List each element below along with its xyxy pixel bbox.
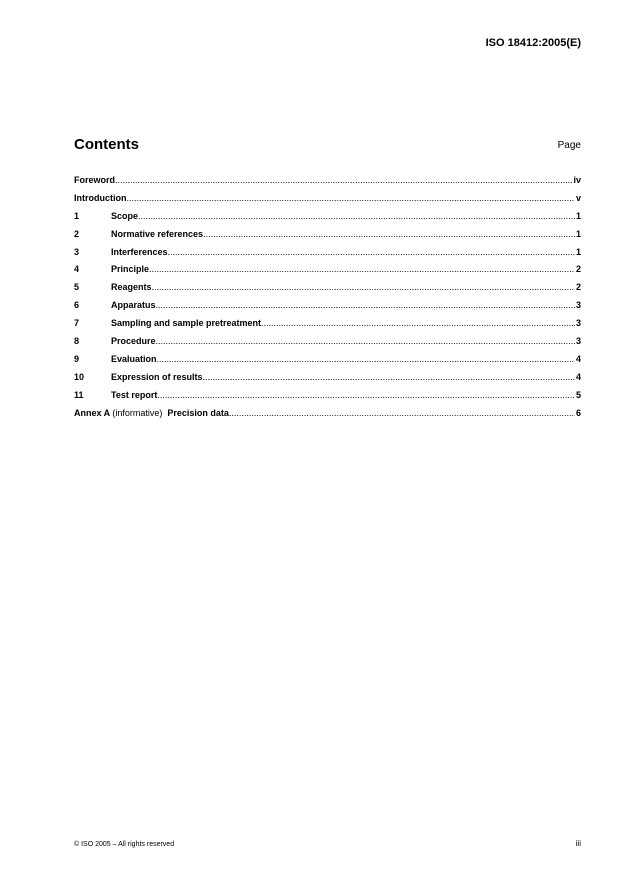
toc-entry-number: 5 xyxy=(74,282,80,293)
toc-entry-evaluation[interactable] xyxy=(74,354,581,372)
toc-entry-title: Normative references xyxy=(111,228,204,239)
toc-entry-annex-a[interactable] xyxy=(74,408,581,426)
toc-entry-number: 10 xyxy=(74,371,85,382)
toc-entry-number: 7 xyxy=(74,318,80,329)
leader-dots xyxy=(229,408,575,418)
toc-entry-number: 11 xyxy=(74,389,84,400)
toc-entry-title: Interferences xyxy=(111,246,168,257)
toc-entry-interferences[interactable] xyxy=(74,247,581,265)
toc-entry-title: Scope xyxy=(111,210,139,221)
leader-dots xyxy=(157,354,575,364)
contents-title: Contents xyxy=(74,136,139,153)
leader-dots xyxy=(149,264,575,274)
leader-dots xyxy=(203,372,575,382)
toc-entry-page: 3 xyxy=(575,318,581,329)
toc-entry-number: 8 xyxy=(74,336,80,347)
toc-entry-principle[interactable] xyxy=(74,264,581,282)
toc-entry-title: Introduction xyxy=(74,192,127,203)
page-number: iii xyxy=(575,839,581,848)
toc-entry-page: 3 xyxy=(575,336,581,347)
toc-entry-procedure[interactable] xyxy=(74,336,581,354)
toc-entry-page: 1 xyxy=(575,228,581,239)
leader-dots xyxy=(156,300,575,310)
toc-entry-title: Foreword xyxy=(74,175,116,185)
toc-entry-test-report[interactable] xyxy=(74,390,581,408)
document-id: ISO 18412:2005(E) xyxy=(485,37,581,49)
leader-dots xyxy=(152,282,575,292)
leader-dots xyxy=(261,318,575,328)
toc-entry-page: 2 xyxy=(575,282,581,293)
toc-entry-page: 2 xyxy=(575,264,581,275)
toc-entry-title xyxy=(74,408,229,418)
toc-entry-expression-of-results[interactable] xyxy=(74,372,581,390)
toc-entry-title: Sampling and sample pretreatment xyxy=(111,318,262,329)
leader-dots xyxy=(127,193,575,203)
toc-entry-scope[interactable] xyxy=(74,211,581,229)
toc-entry-number: 6 xyxy=(74,300,80,311)
copyright-notice: © ISO 2005 – All rights reserved xyxy=(74,841,175,848)
toc-entry-apparatus[interactable] xyxy=(74,300,581,318)
toc-entry-page: 1 xyxy=(575,210,581,221)
toc-entry-page: 5 xyxy=(575,389,581,400)
toc-entry-page: 4 xyxy=(575,371,581,382)
leader-dots xyxy=(156,336,575,346)
leader-dots xyxy=(157,390,575,400)
toc-entry-number: 4 xyxy=(74,264,80,275)
toc-entry-reagents[interactable] xyxy=(74,282,581,300)
leader-dots xyxy=(115,175,572,185)
toc-entry-title: Reagents xyxy=(111,282,152,293)
toc-entry-introduction[interactable] xyxy=(74,193,581,211)
toc-entry-number: 2 xyxy=(74,228,80,239)
toc-entry-title: Test report xyxy=(111,389,158,400)
toc-entry-number: 9 xyxy=(74,353,80,364)
leader-dots xyxy=(168,247,575,257)
toc-entry-page: iv xyxy=(573,175,581,185)
toc-entry-number: 3 xyxy=(74,246,80,257)
toc-entry-normative-references[interactable] xyxy=(74,229,581,247)
toc-entry-page: 1 xyxy=(575,246,581,257)
leader-dots xyxy=(203,229,575,239)
toc-entry-title: Procedure xyxy=(111,336,156,347)
toc-entry-sampling[interactable] xyxy=(74,318,581,336)
toc-entry-foreword[interactable] xyxy=(74,175,581,193)
toc-entry-title: Apparatus xyxy=(111,300,156,311)
toc-entry-number: 1 xyxy=(74,210,80,221)
annex-label: Annex A xyxy=(74,407,110,418)
toc-entry-page: 4 xyxy=(575,353,581,364)
toc-entry-page: v xyxy=(575,192,581,203)
toc-entry-page: 3 xyxy=(575,300,581,311)
toc-entry-title: Principle xyxy=(111,264,150,275)
table-of-contents xyxy=(74,175,581,425)
annex-note: (informative) xyxy=(112,407,163,418)
leader-dots xyxy=(138,211,575,221)
toc-entry-title: Expression of results xyxy=(111,371,203,382)
page-column-header: Page xyxy=(557,140,581,151)
toc-entry-page: 6 xyxy=(575,407,581,418)
toc-entry-title: Evaluation xyxy=(111,353,157,364)
annex-title: Precision data xyxy=(167,407,229,418)
